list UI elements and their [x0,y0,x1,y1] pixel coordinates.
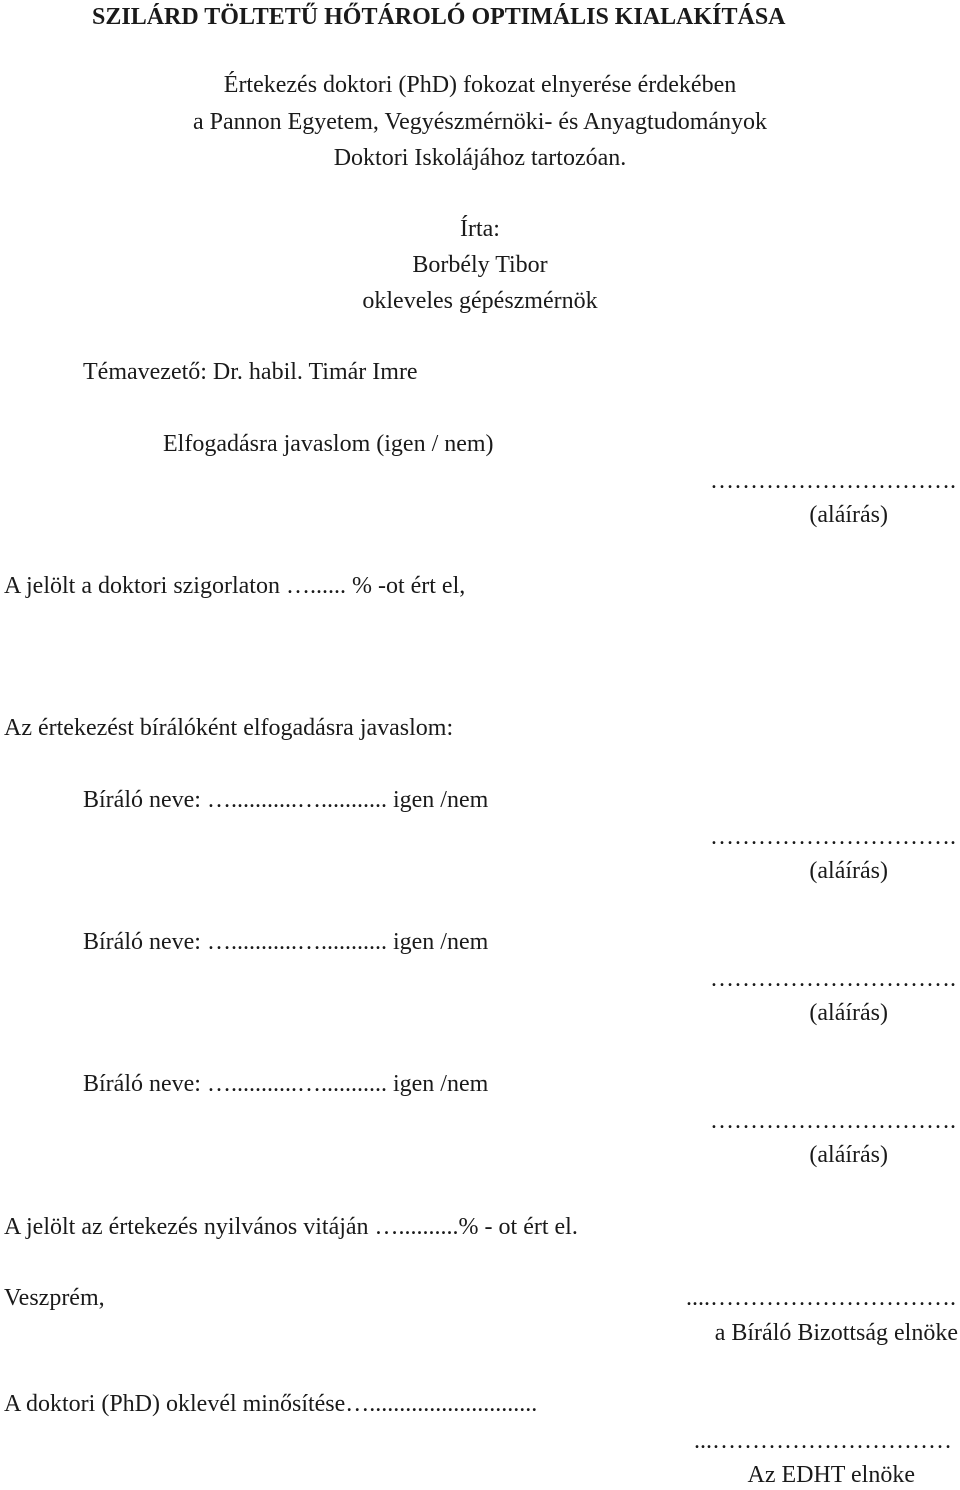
reviewer-line-1: Bíráló neve: …...........…........... igen /nem [83,787,489,813]
intro-line-2: a Pannon Egyetem, Vegyészmérnöki- és Anyagtudományok [192,109,768,135]
defense-result-line: A jelölt az értekezés nyilvános vitáján …..........% - ot ért el. [4,1214,578,1240]
author-name: Borbély Tibor [412,252,548,278]
signature-dots-2: …………………………. [710,824,956,850]
committee-label: a Bíráló Bizottság elnöke [714,1320,958,1346]
accept-proposal-line: Elfogadásra javaslom (igen / nem) [163,431,494,457]
edht-label: Az EDHT elnöke [747,1462,915,1488]
signature-dots-4: …………………………. [710,1108,956,1134]
supervisor-line: Témavezető: Dr. habil. Timár Imre [83,359,418,385]
signature-label-4: (aláírás) [809,1142,888,1168]
signature-dots-1: …………………………. [710,468,956,494]
signature-label-3: (aláírás) [809,1000,888,1026]
reviewers-intro: Az értekezést bírálóként elfogadásra javaslom: [4,715,454,741]
document-title: SZILÁRD TÖLTETŰ HŐTÁROLÓ OPTIMÁLIS KIALAKÍTÁSA [92,4,786,30]
committee-dots: ....…………………………. [686,1285,956,1311]
author-label: Írta: [460,216,500,242]
signature-label-2: (aláírás) [809,858,888,884]
reviewer-line-3: Bíráló neve: …...........…........... igen /nem [83,1071,489,1097]
signature-dots-3: …………………………. [710,966,956,992]
place-line: Veszprém, [4,1285,105,1311]
signature-label-1: (aláírás) [809,502,888,528]
reviewer-line-2: Bíráló neve: …...........…........... igen /nem [83,929,489,955]
edht-dots: ...………………………… [694,1428,952,1454]
author-degree: okleveles gépészmérnök [362,288,598,314]
intro-line-3: Doktori Iskolájához tartozóan. [333,145,627,171]
diploma-rating-line: A doktori (PhD) oklevél minősítése…............................ [4,1391,538,1417]
intro-line-1: Értekezés doktori (PhD) fokozat elnyerése érdekében [223,72,737,98]
exam-result-line: A jelölt a doktori szigorlaton …...... % -ot ért el, [4,573,466,599]
